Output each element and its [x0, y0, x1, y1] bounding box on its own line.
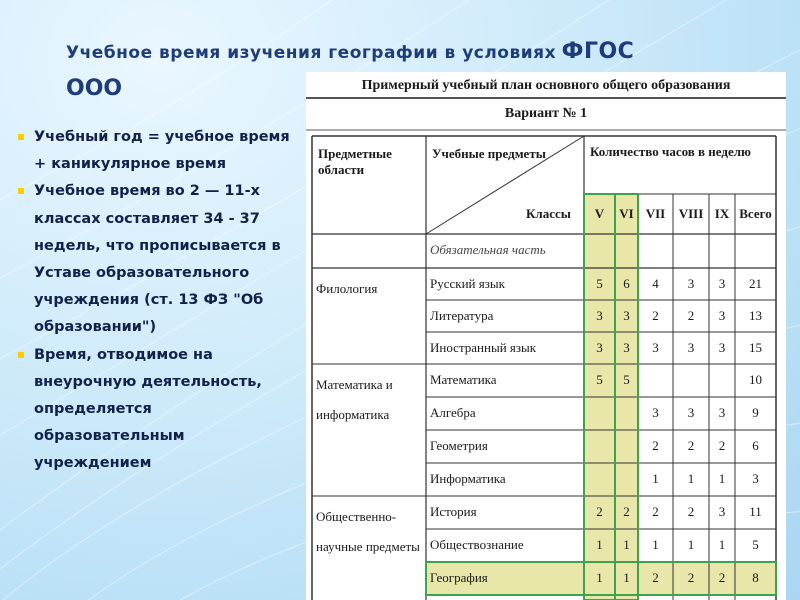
- hours-value: 3: [623, 340, 630, 355]
- hours-value: 3: [687, 276, 695, 291]
- bullet-item: [18, 124, 300, 178]
- header-grade: IX: [714, 206, 730, 221]
- hours-value: 2: [687, 308, 695, 323]
- hours-value: 3: [623, 308, 630, 323]
- hours-value: 1: [596, 537, 603, 552]
- hours-value: 3: [596, 340, 603, 355]
- hours-value: 3: [687, 405, 695, 420]
- hours-value: 6: [752, 438, 759, 453]
- hours-value: 10: [749, 372, 762, 387]
- hours-value: 3: [718, 405, 726, 420]
- hours-value: 11: [749, 504, 762, 519]
- hours-value: 9: [752, 405, 759, 420]
- document-title: Примерный учебный план основного общего образования: [361, 78, 731, 93]
- hours-value: 1: [596, 570, 603, 585]
- bullet-text: Время, отводимое на внеурочную деятельность, определяется образовательным учреждением: [34, 346, 262, 472]
- subject-name: География: [430, 570, 488, 585]
- title-accent: ФГОС: [561, 39, 635, 64]
- subject-name: Иностранный язык: [430, 340, 537, 355]
- hours-value: 13: [749, 308, 762, 323]
- hours-value: 5: [623, 372, 630, 387]
- bullet-text: Учебное время во 2 — 11-х классах составляет 34 - 37 недель, что прописывается в Уставе образовательного учреждения (ст. 13 ФЗ "Об образовании"): [34, 183, 281, 336]
- hours-value: 4: [652, 276, 659, 291]
- subject-name: Русский язык: [430, 276, 505, 291]
- hours-value: 1: [652, 471, 659, 486]
- subject-name: Обществознание: [430, 537, 524, 552]
- subject-name: Математика: [430, 372, 497, 387]
- hours-value: 1: [623, 570, 630, 585]
- hours-value: 21: [749, 276, 762, 291]
- hours-value: 1: [687, 537, 695, 552]
- hours-value: 3: [718, 308, 726, 323]
- hours-value: 2: [596, 504, 603, 519]
- header-grade: VII: [645, 206, 666, 221]
- hours-value: 1: [718, 537, 726, 552]
- hours-value: 5: [752, 537, 759, 552]
- header-grade: Всего: [739, 206, 772, 221]
- title-line1: Учебное время изучения географии в условиях: [66, 43, 557, 63]
- header-hours: Количество часов в неделю: [590, 144, 751, 159]
- subject-name: Геометрия: [430, 438, 488, 453]
- hours-value: 2: [687, 570, 695, 585]
- hours-value: 3: [718, 276, 726, 291]
- bullet-marker-icon: [18, 352, 24, 358]
- hours-value: 3: [652, 340, 659, 355]
- hours-value: 3: [718, 504, 726, 519]
- hours-value: 2: [652, 570, 659, 585]
- header-classes: Классы: [526, 206, 571, 221]
- mandatory-part-label: Обязательная часть: [430, 242, 546, 257]
- hours-value: 1: [623, 537, 630, 552]
- hours-value: 3: [752, 471, 759, 486]
- subject-name: Информатика: [430, 471, 506, 486]
- hours-value: 2: [718, 570, 726, 585]
- document-variant: Вариант № 1: [504, 106, 588, 121]
- hours-value: 3: [718, 340, 726, 355]
- area-label: Математика и информатика: [316, 377, 393, 422]
- subject-name: Литература: [430, 308, 494, 323]
- hours-value: 2: [652, 504, 659, 519]
- hours-value: 1: [687, 471, 695, 486]
- hours-value: 2: [687, 438, 695, 453]
- hours-value: 6: [623, 276, 630, 291]
- header-grade: VIII: [678, 206, 704, 221]
- hours-value: 2: [623, 504, 630, 519]
- bullet-marker-icon: [18, 188, 24, 194]
- bullet-text: Учебный год = учебное время + каникулярное время: [34, 129, 290, 173]
- header-grade: VI: [619, 206, 634, 221]
- header-grade: V: [594, 206, 605, 221]
- title-line2: ООО: [66, 76, 123, 101]
- hours-value: 15: [749, 340, 762, 355]
- hours-value: 8: [752, 570, 759, 585]
- hours-value: 5: [596, 276, 603, 291]
- subject-name: История: [430, 504, 477, 519]
- header-subjects: Учебные предметы: [432, 146, 546, 161]
- curriculum-document-image: [306, 72, 786, 600]
- hours-value: 3: [596, 308, 603, 323]
- hours-value: 2: [718, 438, 726, 453]
- area-label: Общественно-научные предметы: [316, 509, 420, 554]
- subject-name: Алгебра: [430, 405, 476, 420]
- bullet-list: [18, 124, 300, 478]
- bullet-item: [18, 178, 300, 341]
- hours-value: 5: [596, 372, 603, 387]
- hours-value: 3: [652, 405, 659, 420]
- hours-value: 2: [652, 438, 659, 453]
- hours-value: 2: [652, 308, 659, 323]
- hours-value: 3: [687, 340, 695, 355]
- bullet-marker-icon: [18, 134, 24, 140]
- hours-value: 1: [652, 537, 659, 552]
- header-areas: Предметные области: [318, 146, 392, 177]
- hours-value: 1: [718, 471, 726, 486]
- area-label: Филология: [316, 281, 378, 296]
- hours-value: 2: [687, 504, 695, 519]
- bullet-item: [18, 342, 300, 478]
